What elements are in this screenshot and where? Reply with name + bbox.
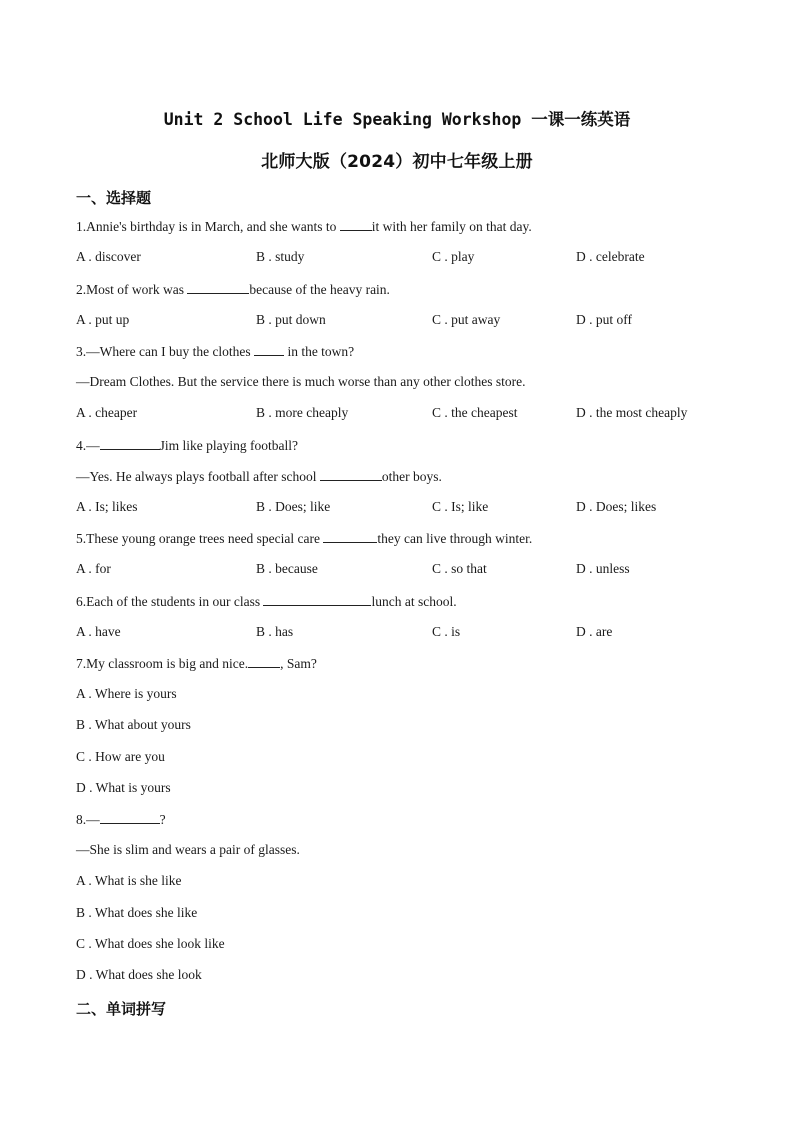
question-4-option-b: B . Does; like <box>256 499 331 514</box>
section-heading-choice: 一、选择题 <box>76 189 152 207</box>
answer-blank <box>323 530 377 543</box>
question-4-reply-end: other boys. <box>381 469 442 484</box>
question-8 <box>76 811 166 828</box>
question-6-text-start: 6.Each of the students in our class <box>76 594 264 609</box>
question-6 <box>76 593 457 610</box>
answer-blank <box>248 655 280 668</box>
question-2-option-a: A . put up <box>76 312 130 327</box>
answer-blank <box>340 218 372 231</box>
question-8-text-start: 8.— <box>76 812 100 827</box>
question-6-option-d: D . are <box>576 624 613 639</box>
question-1-option-b: B . study <box>256 249 305 264</box>
question-5-option-d: D . unless <box>576 561 630 576</box>
document-title: Unit 2 School Life Speaking Workshop 一课一练英语 <box>163 110 631 129</box>
question-8-option-a: A . What is she like <box>76 873 182 888</box>
question-3-dialogue-reply: —Dream Clothes. But the service there is much worse than any other clothes store. <box>76 374 526 389</box>
question-3-option-b: B . more cheaply <box>256 405 349 420</box>
question-5 <box>76 530 532 547</box>
question-4-option-a: A . Is; likes <box>76 499 138 514</box>
question-1-option-d: D . celebrate <box>576 249 645 264</box>
question-2-option-d: D . put off <box>576 312 632 327</box>
question-8-option-c: C . What does she look like <box>76 936 225 951</box>
question-3-text-end: in the town? <box>284 344 355 359</box>
question-8-option-b: B . What does she like <box>76 905 198 920</box>
question-4-option-d: D . Does; likes <box>576 499 657 514</box>
question-4-reply-start: —Yes. He always plays football after school <box>76 469 320 484</box>
question-2-option-b: B . put down <box>256 312 326 327</box>
question-5-text-end: they can live through winter. <box>377 531 533 546</box>
document-subtitle: 北师大版（2024）初中七年级上册 <box>261 152 533 172</box>
question-6-option-a: A . have <box>76 624 121 639</box>
question-3-text-start: 3.—Where can I buy the clothes <box>76 344 255 359</box>
question-1-option-a: A . discover <box>76 249 141 264</box>
answer-blank <box>320 468 382 481</box>
question-6-option-c: C . is <box>432 624 461 639</box>
question-3-option-d: D . the most cheaply <box>576 405 688 420</box>
question-8-dialogue-reply: —She is slim and wears a pair of glasses. <box>76 842 300 857</box>
question-1-text-end: it with her family on that day. <box>371 219 532 234</box>
question-2-option-c: C . put away <box>432 312 501 327</box>
section-heading-spelling: 二、单词拼写 <box>76 1000 167 1018</box>
answer-blank <box>100 437 160 450</box>
question-4 <box>76 437 298 454</box>
question-2-text-start: 2.Most of work was <box>76 282 188 297</box>
question-8-text-end: ? <box>159 812 166 827</box>
answer-blank <box>263 593 371 606</box>
question-1-text-start: 1.Annie's birthday is in March, and she wants to <box>76 219 340 234</box>
question-6-text-end: lunch at school. <box>371 594 457 609</box>
question-4-text-end: Jim like playing football? <box>159 438 298 453</box>
question-3-option-c: C . the cheapest <box>432 405 518 420</box>
question-7-option-d: D . What is yours <box>76 780 171 795</box>
question-7 <box>76 655 317 672</box>
question-4-dialogue-reply <box>76 468 442 485</box>
question-5-text-start: 5.These young orange trees need special care <box>76 531 324 546</box>
question-2-text-end: because of the heavy rain. <box>249 282 390 297</box>
question-7-text-start: 7.My classroom is big and nice. <box>76 656 249 671</box>
question-7-text-end: , Sam? <box>280 656 317 671</box>
question-4-text-start: 4.— <box>76 438 100 453</box>
question-4-option-c: C . Is; like <box>432 499 489 514</box>
question-6-option-b: B . has <box>256 624 294 639</box>
question-2 <box>76 281 390 298</box>
question-5-option-a: A . for <box>76 561 111 576</box>
question-7-option-a: A . Where is yours <box>76 686 177 701</box>
answer-blank <box>187 281 249 294</box>
question-5-option-c: C . so that <box>432 561 487 576</box>
question-3 <box>76 343 354 360</box>
question-5-option-b: B . because <box>256 561 318 576</box>
answer-blank <box>254 343 284 356</box>
question-7-option-c: C . How are you <box>76 749 165 764</box>
question-8-option-d: D . What does she look <box>76 967 202 982</box>
answer-blank <box>100 811 160 824</box>
question-3-option-a: A . cheaper <box>76 405 138 420</box>
question-7-option-b: B . What about yours <box>76 717 191 732</box>
question-1-option-c: C . play <box>432 249 475 264</box>
question-1 <box>76 218 532 235</box>
